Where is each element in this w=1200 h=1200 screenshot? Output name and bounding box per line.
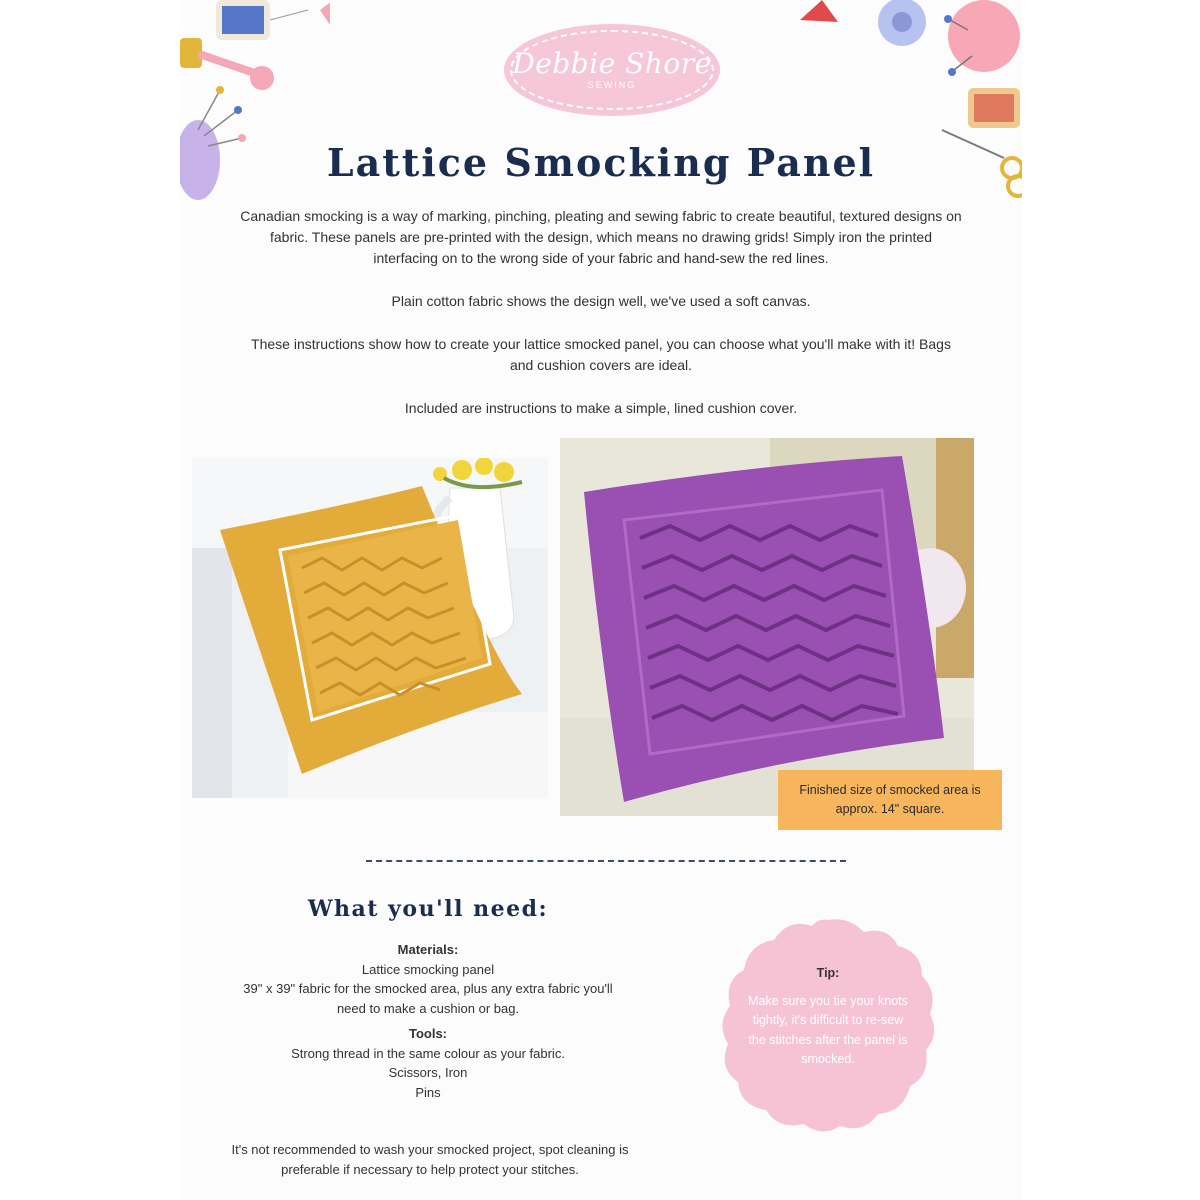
tools-heading: Tools: [408, 1026, 448, 1041]
page-title: Lattice Smocking Panel [326, 140, 876, 185]
needs-list [228, 940, 628, 1102]
intro-text [240, 206, 962, 441]
sewing-decor-top-right [792, 0, 1022, 220]
needs-heading: What you'll need: [307, 896, 549, 922]
intro-paragraph: Included are instructions to make a simple, lined cushion cover. [404, 400, 798, 416]
materials-item: 39" x 39" fabric for the smocked area, plus any extra fabric you'll need to make a cushion or bag. [243, 981, 613, 1016]
size-caption-text: Finished size of smocked area is approx. 14" square. [799, 783, 981, 816]
tip-body: Make sure you tie your knots tightly, it's difficult to re-sew the stitches after the panel is smocked. [748, 993, 908, 1066]
chalk-icon [800, 0, 838, 22]
tools-item: Strong thread in the same colour as your fabric. [291, 1045, 565, 1061]
tape-measure-icon [878, 0, 926, 46]
tools-item: Pins [415, 1084, 441, 1100]
brand-logo[interactable] [504, 24, 720, 116]
tip-heading: Tip: [816, 966, 840, 980]
pincushion-icon [944, 0, 1020, 76]
logo-text: Debbie Shore [512, 47, 712, 80]
purple-cushion-photo [560, 438, 974, 816]
section-divider [366, 860, 846, 862]
washing-note: It's not recommended to wash your smocked project, spot cleaning is preferable if necessary to help protect your stitches. [231, 1142, 629, 1177]
materials-item: Lattice smocking panel [361, 961, 495, 977]
logo-subtext: SEWING [587, 80, 637, 90]
materials-heading: Materials: [397, 942, 459, 957]
intro-paragraph: Plain cotton fabric shows the design well, we've used a soft canvas. [391, 293, 811, 309]
intro-paragraph: These instructions show how to create your lattice smocked panel, you can choose what you'll make with it! Bags and cushion covers are ideal. [251, 336, 951, 373]
thread-spool-icon [968, 88, 1020, 128]
thread-roll-icon [320, 0, 330, 40]
intro-paragraph: Canadian smocking is a way of marking, pinching, pleating and sewing fabric to create beautiful, textured designs on fabric. These panels are pre-printed with the design, which means no drawing grids! Simply iron the printed interfacing on to the wrong side of your fabric and hand-sew the red lines. [240, 208, 962, 266]
thread-spool-icon [216, 0, 308, 40]
size-caption [778, 770, 1002, 830]
pattern-page [180, 0, 1022, 1200]
tools-item: Scissors, Iron [388, 1065, 468, 1080]
tape-measure-icon [180, 38, 274, 90]
sewing-decor-top-left [180, 0, 330, 220]
yellow-cushion-photo [192, 458, 548, 798]
tip-badge [718, 916, 938, 1136]
